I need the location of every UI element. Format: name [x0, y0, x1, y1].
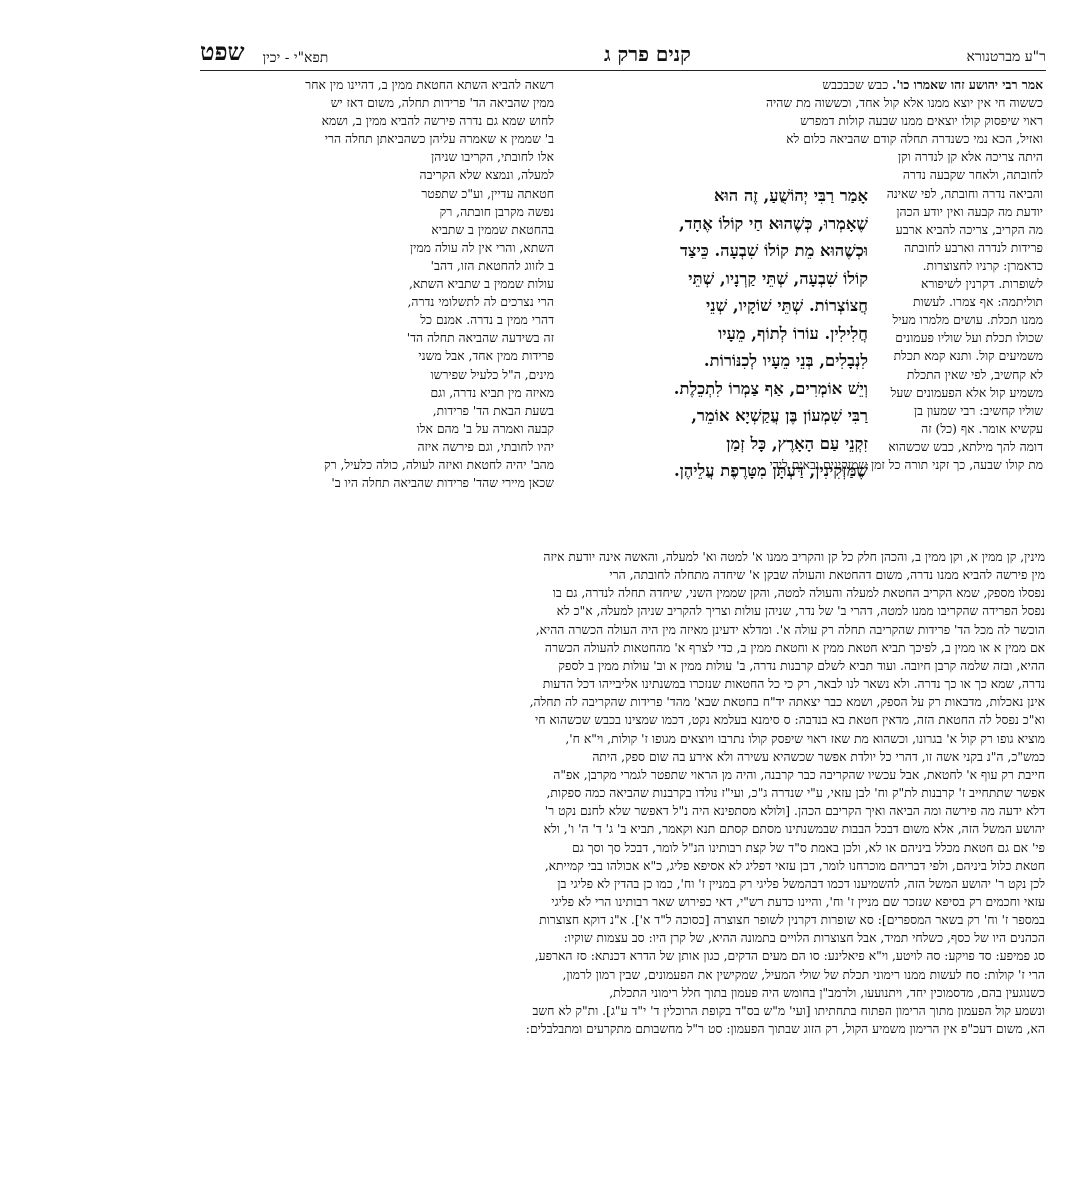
page-number: שפט — [200, 37, 245, 66]
mishnah-text: אָמַר רַבִּי יְהוֹשֻׁעַ, זֶה הוּא שֶׁאָמְרוּ, כְּשֶׁהוּא חַי קוֹלוֹ אֶחָד, וּכְשֶׁהוּא מֵת קוֹלוֹ שִׁבְעָה. כֵּיצַד קוֹלוֹ שִׁבְעָה, שְׁתֵּי קַרְנָיו, שְׁתֵּי חֲצוֹצְרוֹת. שְׁתֵּי שׁוֹקָיו, שְׁנֵי חֲלִילִין. עוֹרוֹ לְתוֹף, מֵעָיו לִנְבָלִים, בְּנֵי מֵעָיו לְכִנּוֹרוֹת. וְיֵשׁ אוֹמְרִים, אַף צַמְרוֹ לִתְכֵלֶת. רַבִּי שִׁמְעוֹן בֶּן עֲקַשְׁיָא אוֹמֵר, זִקְנֵי עַם הָאָרֶץ, כָּל זְמַן שֶׁמַּזְקִינִין, דַּעְתָּן מִטָּרֶפֶת עֲלֵיהֶן. — [673, 186, 868, 480]
tiferet-commentary-top: רשאה להביא השתא החטאת ממין ב, דהיינו מין אחר ממין שהביאה הד' פרידות תחלה, משום דאז יש לחוש שמא גם נדרה פירשה להביא ממין ב, ושמא ב' שממין א שאמרה עליהן כשהביאתן תחלה הרי אלו לחובתי, הקריבו שניהן למעלה, ונמצא שלא הקריבה חטאתה עדיין, וע"כ שתפטר נפשה מקרבן חובתה, רק בהחטאת שממין ב שתביא השתא, והרי אין לה עולה ממין ב לזווג להחטאת הזו, דהב' עולות שממין ב שתביא השתא, הרי נצרכים לה לתשלומי נדרה, דהרי ממין ב נדרה. אמנם כל זה בשידעה שהביאה תחלה הד' פרידות ממין אחד, אבל משני מינים, ה"ל כלעיל שפירשו מאיזה מין תביא נדרה, וגם בשעת הבאת הד' פרידות, קבעה ואמרה על ב' מהם אלו יהיו לחובתי, וגם פירשה איזה מהב' יהיה לחטאת ואיזה לעולה, כולה כלעיל, רק שכאן מיירי שהד' פרידות שהביאה תחלה היו ב' — [305, 78, 554, 491]
commentary-range: תפא"י - יכין — [262, 50, 329, 66]
bartenura-text: כבש שכבכבש כששוה חי אין יוצא ממנו אלא קול אחד, וכששוה מת שהיה ראוי שיפסוק קולו יוצאים ממנו שבעה קולות דמפרש ואזיל, הכא נמי כשנדרה תחלה קודם שהביאה כלום לא היתה צריכה אלא קן לנדרה וקן לחובתה, ולאחר שקבעה נדרה והביאה נדרה וחובתה, לפי שאינה יודעת מה קבעה ואין יודע הכהן מה הקריב, צריכה להביא ארבע פרידות לנדרה וארבע לחובתה כדאמרן: קרניו לחצוצרות. לשופרות. דקרנין לשיפורא תוליתמה: אף צמרו. לעשות ממנו תכלת. עושים מלמרו מעיל שכולו תכלת ועל שוליו פעמונים משמיעים קול. ותנא קמא תכלת לא קחשיב, לפי שאין התכלת משמיע קול אלא הפעמונים שעל שוליו קחשיב: רבי שמעון בן עקשיא אומר. אף (כל) זה דומה להך מילתא, כבש שכשהוא מת קולו שבעה, כך זקני תורה כל זמן שמזקינים ובאים לידי — [765, 78, 1043, 472]
page-header — [200, 30, 1046, 71]
tiferet-commentary-bottom: מינין, קן ממין א, וקן ממין ב, והכהן חלק כל קן והקריב ממנו א' למטה וא' למעלה, והאשה אינה יודעת איזה מין פירשה להביא ממנו נדרה, משום דהחטאת והעולה שבקן א' שיחדה מתחלה לחובתה, הרי נפסלו מספק, שמא הקריב החטאת למעלה והעולה למטה, והקן שממין השני, שיחדה תחלה לנדרה, גם בו נפסל הפרידה שהקריבו ממנו למטה, דהרי ב' של נדר, שניהן עולות וצריך להקריב שניהן למעלה, א"כ לא הוכשר לה מכל הד' פרידות שהקריבה תחלה רק עולה א'. ומדלא ידעינן מאיזה מין היה העולה הכשרה ההיא, אם ממין א או ממין ב, לפיכך תביא חטאת ממין א וחטאת ממין ב, כדי לצרף א' מהחטאות להעולה הכשרה ההיא, ובזה שלמה קרבן חיובה. ועוד תביא לשלם קרבנות נדרה, ב' עולות ממין א וב' עולות ממין ב לספק נדרה, שמא כך או כך נדרה. ולא נשאר לנו לבאר, רק כי כל החטאות שנזכרו במשנתינו אליבייהו דכל הדעות אינן נאכלות, מדבאות רק על הספק, ושמא כבר יצאתה יד"ח בחטאת שבא' מהד' פרידות שהקריבה לה תחלה, וא"כ נפסל לה החטאת הזה, מדאין חטאת בא בנדבה: ס סימנא בעלמא נקט, דכמו שמצינו בכבש שכשהוא חי מוציא גופו רק קול א' בגרונו, וכשהוא מת שאז ראוי שיפסק קולו נתרבו ויוצאים מגופו ז' קולות, וי"א ח', כמש"כ, ה"נ בקני אשה זו, דהרי כל יולדת אפשר שכשהיא עשירה ולא אירע בה שום ספק, היתה חייבת רק עוף א' לחטאת, אבל עכשיו שהקריבה כבר קרבנה, והיה מן הראוי שתפטר לגמרי מקרבן, אפ"ה אפשר שתתחייב ז' קרבנות לת"ק וח' לבן עזאי, ע"י שנדרה ג"כ, ועי"ז נולדו בקרבנות שהביאה כמה ספקות, דלא ידעה מה פירשה ומה הביאה ואיך הקריבם הכהן. [ולולא מסתפינא היה נ"ל דאפשר שלא לחנם נקט ר' יהושע המשל הזה, אלא משום דבכל הבבות שבמשנתינו מסתם קסתם תנא וקאמר, תביא ב' ג' ד' ה' ו', ולא פי' אם גם חטאת מכלל ביניהם או לא, ולכן באמת ס"ד של קצת רבותינו הנ"ל לומר, דבכל סך וסך גם חטאת כלול ביניהם, ולפי דבריהם מוכרחנו לומר, דבן עזאי דפליג לא אסיפא פליג, כ"א אכולהו בבי קמייתא, לכן נקט ר' יהושע המשל הזה, להשמיענו דכמו דבהמשל פליגי רק במניין ז' וח', כמו כן בהדין לא פליגי בן עזאי וחכמים רק בסיפא שנזכר שם מניין ז' וח', והיינו כדעת רש"י, דאי כפירוש שאר רבותינו הרי לא פליגי במספר ז' וח' רק בשאר המספרים]: סא שופרות דקרנין לשופר חצוצרה [כסוכה ל"ד א']. א"נ דוקא חצוצרות הכהנים היו של כסף, כשלחי תמיד, אבל חצוצרות הלויים בתמונה ההיא, של קרן היו: סב עצמות שוקיו: סג פמיפע: סד פויקע: סה לויטע, וי"א פיאלינע: סו הם מעים הדקים, כגון אותן של הדרא דכנתא: סז הארפע, הרי ז' קולות: סח לעשות ממנו רימוני תכלת של שולי המעיל, שמקישין את הפעמונים, שבין רמון לרמון, כשנוגעין בהם, מדסמוכין יחד, ויתנועעו, ולרמב"ן בחומש היה פעמון בתוך חלל רימוני התכלת, ונשמע קול הפעמון מתוך הרימון הפתוח בתחתיתו [ועי' מ"ש בס"ד בקופת הרוכלין ד' י"ד ע"ג]. ות"ק לא חשב הא, משום דעכ"פ אין הרימון משמיע הקול, רק הזוג שבתוך הפעמון: סט ר"ל מחשבותם מתקרעים ומתבלבלים: — [525, 550, 1045, 1037]
tractate-title: קנים פרק ג — [603, 42, 691, 66]
bartenura-lead: אמר רבי יהושע זהו שאמרו כו'. — [892, 77, 1043, 92]
header-left — [200, 37, 328, 70]
running-title: ר"ע מברטנורא — [966, 49, 1046, 65]
